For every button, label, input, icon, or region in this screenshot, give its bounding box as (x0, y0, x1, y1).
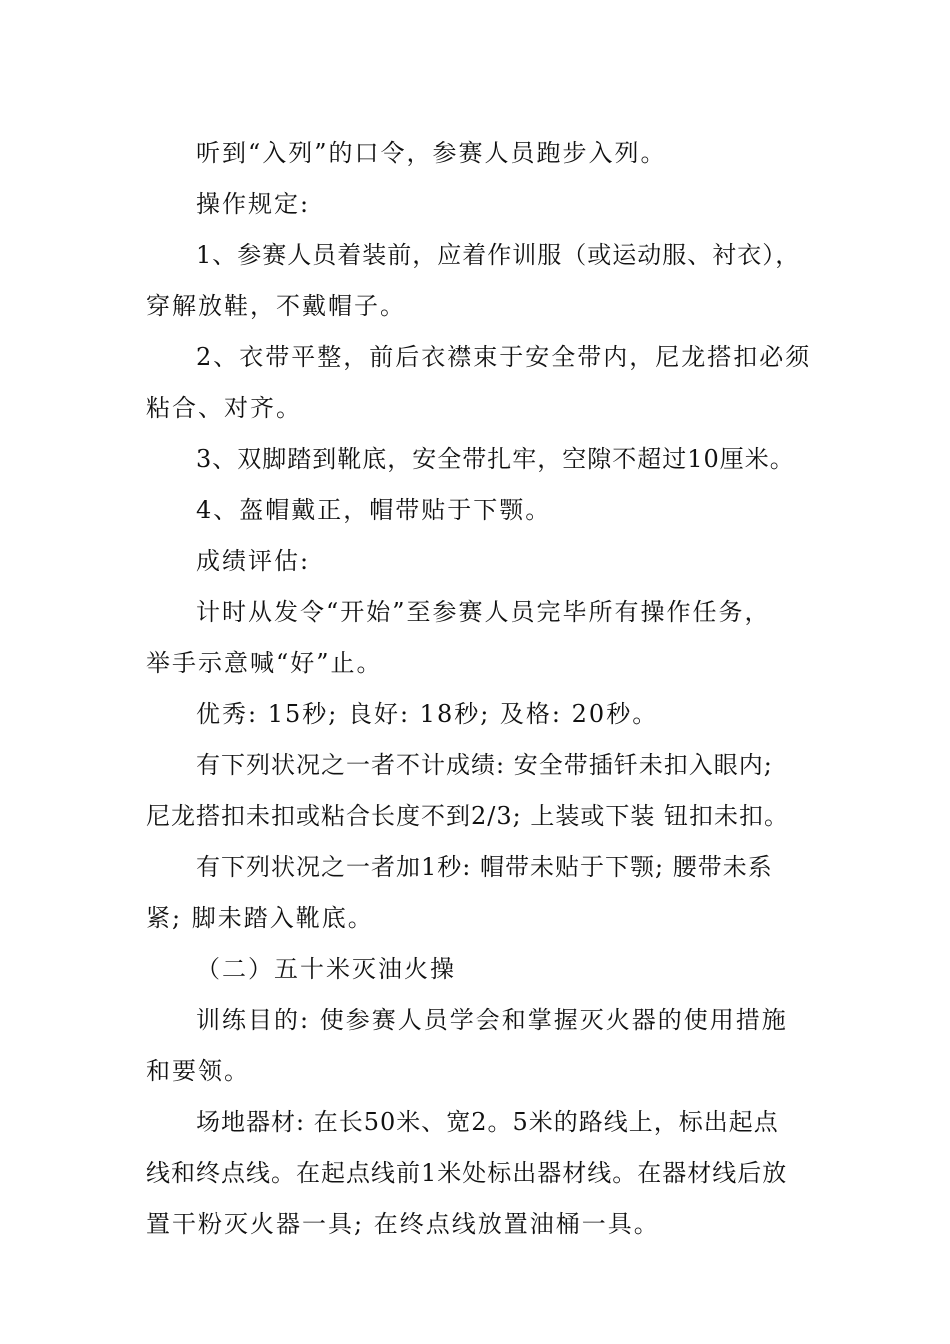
paragraph-line: 有下列状况之一者加1秒: 帽带未贴于下颚; 腰带未系 (196, 853, 773, 881)
paragraph-line: 听到“入列”的口令，参赛人员跑步入列。 (196, 139, 667, 167)
paragraph-line: 粘合、对齐。 (146, 394, 302, 422)
paragraph-line: 举手示意喊“好”止。 (146, 649, 383, 677)
paragraph-line: 置干粉灭火器一具; 在终点线放置油桶一具。 (146, 1210, 660, 1238)
paragraph-line: 和要领。 (146, 1057, 250, 1085)
section-heading-score-evaluation: 成绩评估: (196, 547, 311, 575)
paragraph-line: 尼龙搭扣未扣或粘合长度不到2/3; 上装或下装 钮扣未扣。 (146, 802, 789, 830)
paragraph-line: 穿解放鞋，不戴帽子。 (146, 292, 406, 320)
paragraph-line: 2、衣带平整，前后衣襟束于安全带内，尼龙搭扣必须 (196, 343, 812, 371)
paragraph-line: 1、参赛人员着装前，应着作训服（或运动服、衬衣）， (196, 241, 801, 269)
paragraph-line: 优秀: 15秒; 良好: 18秒; 及格: 20秒。 (196, 700, 659, 728)
section-heading-fifty-meter-drill: （二）五十米灭油火操 (196, 955, 456, 983)
document-body (146, 128, 836, 1250)
paragraph-line: 有下列状况之一者不计成绩: 安全带插钎未扣入眼内; (196, 751, 773, 779)
paragraph-line: 3、双脚踏到靴底，安全带扎牢，空隙不超过10厘米。 (196, 445, 795, 473)
paragraph-line: 紧; 脚未踏入靴底。 (146, 904, 374, 932)
paragraph-line: 线和终点线。在起点线前1米处标出器材线。在器材线后放 (146, 1159, 788, 1187)
section-heading-operation-rules: 操作规定: (196, 190, 311, 218)
paragraph-line: 训练目的: 使参赛人员学会和掌握灭火器的使用措施 (196, 1006, 788, 1034)
paragraph-line: 场地器材: 在长50米、宽2。5米的路线上，标出起点 (196, 1108, 779, 1136)
paragraph-line: 计时从发令“开始”至参赛人员完毕所有操作任务， (196, 598, 771, 626)
paragraph-line: 4、盔帽戴正，帽带贴于下颚。 (196, 496, 552, 524)
